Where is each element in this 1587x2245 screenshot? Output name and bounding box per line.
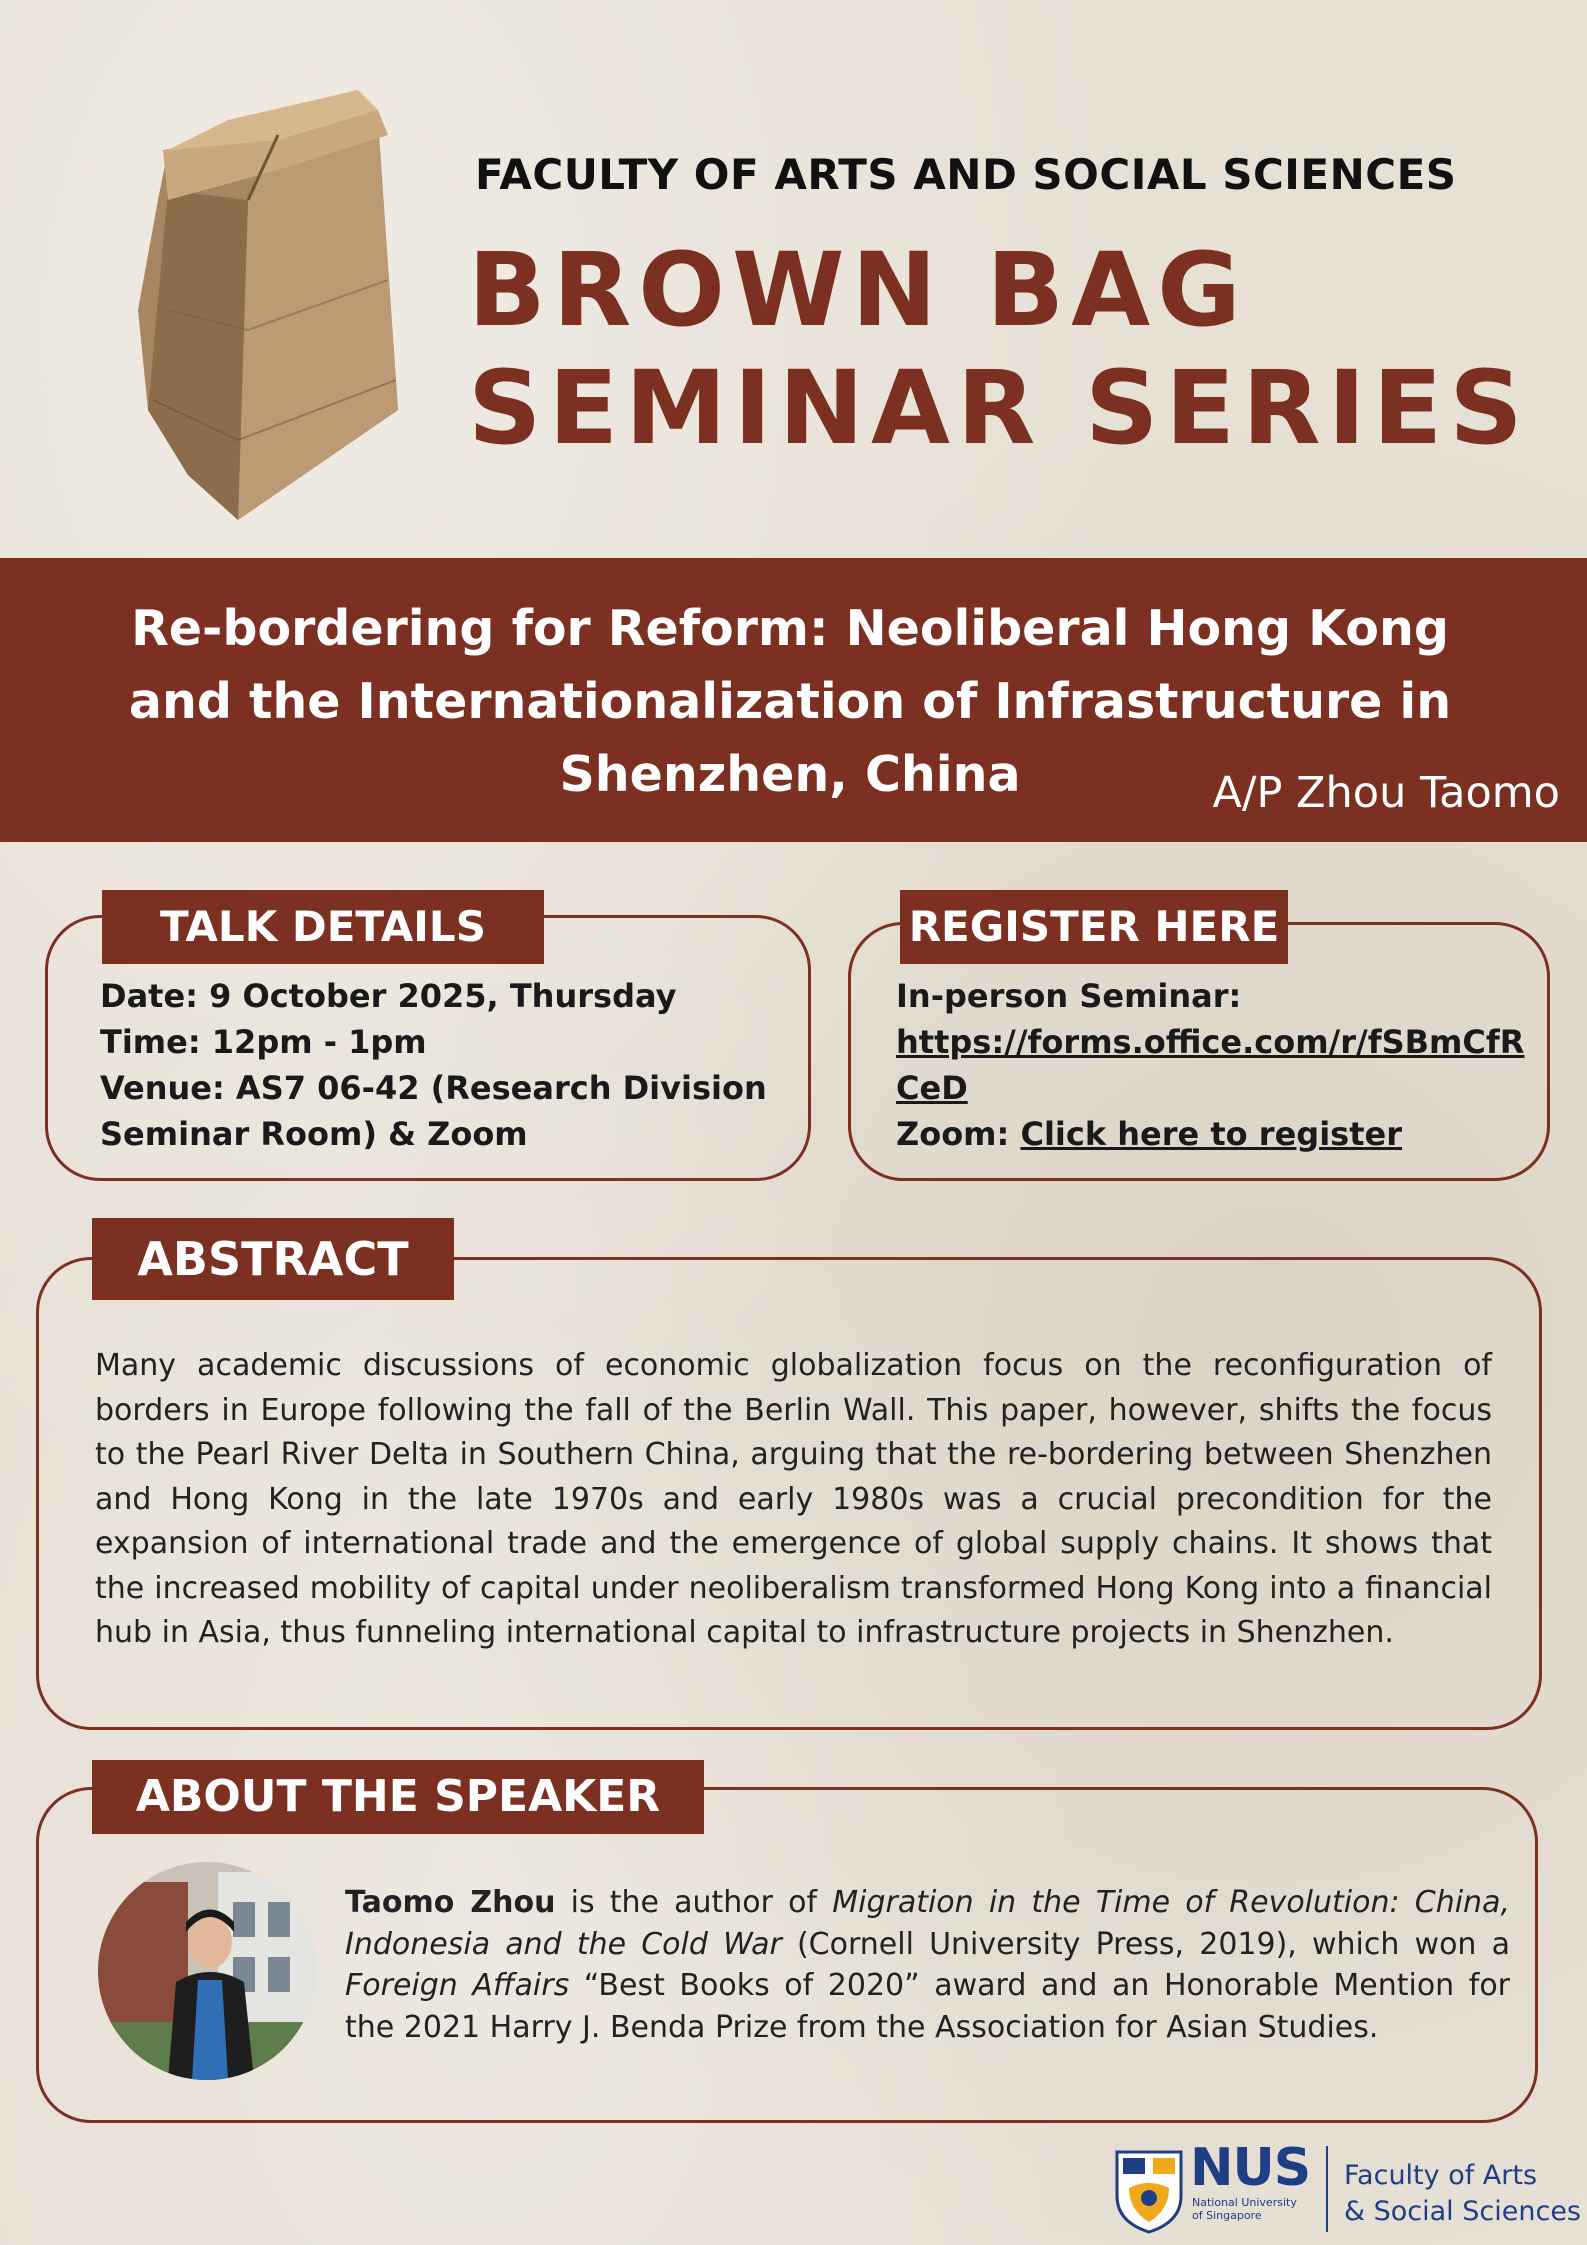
fass-wordmark <box>1344 2158 1581 2230</box>
inperson-registration-link[interactable]: https://forms.office.com/r/fSBmCfRCeD <box>896 1023 1525 1107</box>
speaker-bio-part-3: “Best Books of 2020” award and an Honorable Mention for the 2021 Harry J. Benda Prize from the Association for Asian Studies. <box>345 1968 1511 2045</box>
zoom-line <box>896 1111 1536 1157</box>
abstract-label: ABSTRACT <box>92 1218 454 1300</box>
talk-details-content <box>100 973 800 1157</box>
speaker-book-title: Migration in the Time of Revolution: China, Indonesia and the Cold War <box>345 1885 1510 1962</box>
talk-date: Date: 9 October 2025, Thursday <box>100 977 677 1015</box>
register-content <box>896 973 1536 1157</box>
nus-subtitle-line-1: National University <box>1192 2196 1297 2209</box>
nus-wordmark: NUS <box>1190 2138 1311 2198</box>
talk-venue-line-2: Seminar Room) & Zoom <box>100 1115 528 1153</box>
zoom-registration-link[interactable]: Click here to register <box>1020 1115 1402 1153</box>
talk-time: Time: 12pm - 1pm <box>100 1023 427 1061</box>
series-title <box>468 232 1568 468</box>
speaker-photo <box>98 1862 316 2080</box>
nus-crest-icon <box>1113 2148 1185 2234</box>
speaker-label: ABOUT THE SPEAKER <box>92 1760 704 1834</box>
faculty-title: FACULTY OF ARTS AND SOCIAL SCIENCES <box>475 150 1457 199</box>
speaker-bio-part-2: (Cornell University Press, 2019), which won a <box>781 1926 1510 1962</box>
fass-line-1: Faculty of Arts <box>1344 2160 1538 2191</box>
inperson-label: In-person Seminar: <box>896 977 1242 1015</box>
talk-title-line-1: Re-bordering for Reform: Neoliberal Hong Kong <box>131 600 1449 657</box>
series-title-line-2: SEMINAR SERIES <box>468 349 1530 468</box>
speaker-bio <box>345 1882 1510 2048</box>
brown-paper-bag-illustration <box>128 80 418 530</box>
speaker-bio-name: Taomo Zhou <box>345 1885 556 1920</box>
zoom-label: Zoom: <box>896 1115 1010 1153</box>
nus-subtitle-line-2: of Singapore <box>1192 2209 1262 2222</box>
fass-line-2: & Social Sciences <box>1344 2196 1582 2227</box>
abstract-text: Many academic discussions of economic globalization focus on the reconfiguration of borders in Europe following the fall of the Berlin Wall. This paper, however, shifts the focus to the Pearl River Delta in Southern China, arguing that the re-bordering between Shenzhen and Hong Kong in the late 1970s and early 1980s was a crucial precondition for the expansion of international trade and the emergence of global supply chains. It shows that the increased mobility of capital under neoliberalism transformed Hong Kong into a financial hub in Asia, thus funneling international capital to infrastructure projects in Shenzhen. <box>95 1348 1492 1650</box>
nus-subtitle <box>1192 2196 1297 2222</box>
speaker-bio-part-1: is the author of <box>555 1885 833 1920</box>
register-label: REGISTER HERE <box>900 890 1288 964</box>
speaker-magazine: Foreign Affairs <box>345 1968 570 2003</box>
logo-divider <box>1326 2146 1328 2232</box>
talk-title-line-3: Shenzhen, China <box>559 746 1021 803</box>
talk-venue-line-1: Venue: AS7 06-42 (Research Division <box>100 1069 767 1107</box>
series-title-line-1: BROWN BAG <box>468 231 1248 350</box>
talk-title-line-2: and the Internationalization of Infrastructure in <box>128 673 1452 730</box>
speaker-name: A/P Zhou Taomo <box>1212 768 1560 818</box>
talk-details-label: TALK DETAILS <box>102 890 544 964</box>
